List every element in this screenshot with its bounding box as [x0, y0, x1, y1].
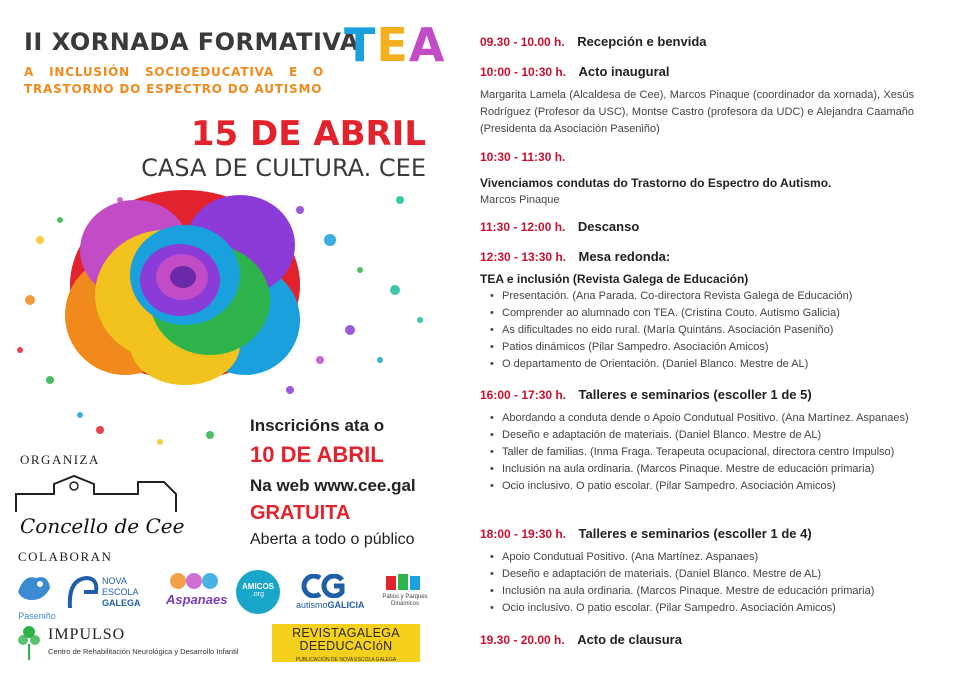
- list-item: • Inclusión na aula ordinaria. (Marcos Pinaque. Mestre de educación primaria): [480, 583, 936, 600]
- schedule-speaker: Marcos Pinaque: [480, 194, 560, 206]
- schedule-item-closing: [480, 631, 940, 649]
- round-table-list: [480, 288, 940, 373]
- schedule-title: Acto de clausura: [577, 632, 682, 647]
- schedule-subtitle: TEA e inclusión (Revista Galega de Educación): [480, 272, 749, 286]
- schedule-item-break: [480, 218, 940, 236]
- list-item: • Ocio inclusivo. O patio escolar. (Pilar Sampedro. Asociación Amicos): [480, 600, 936, 617]
- patios-parques-logo: [378, 572, 432, 612]
- impulso-subtitle: Centro de Rehabilitación Neurológica y Desarrollo Infantil: [48, 647, 239, 656]
- schedule-time: 19.30 - 20.00 h.: [480, 633, 565, 647]
- list-item: • As dificultades no eido rural. (María Quintáns. Asociación Paseniño): [480, 322, 936, 339]
- list-item: • Inclusión na aula ordinaria. (Marcos Pinaque. Mestre de educación primaria): [480, 461, 936, 478]
- workshops-1-list: [480, 410, 940, 495]
- list-item: • Abordando a conduta dende o Apoio Condutual Positivo. (Ana Martínez. Aspanaes): [480, 410, 936, 427]
- nova-escola-text: [102, 576, 141, 609]
- schedule-time: 10:30 - 11:30 h.: [480, 150, 566, 164]
- tea-letter-t: T: [344, 18, 377, 72]
- list-item: • Comprender ao alumnado con TEA. (Cristina Couto. Autismo Galicia): [480, 305, 936, 322]
- schedule-title: Recepción e benvida: [577, 34, 707, 49]
- aspanaes-text: Aspanaes: [166, 592, 228, 607]
- amicos-org: .org: [251, 591, 265, 598]
- schedule-item-workshops-1: [480, 386, 940, 495]
- concello-logo-text: Concello de Cee: [20, 514, 185, 538]
- list-item: • Deseño e adaptación de materiais. (Daniel Blanco. Mestre de AL): [480, 566, 936, 583]
- galicia-word: GALICIA: [327, 600, 365, 610]
- autismo-galicia-text: [296, 600, 365, 610]
- nova-escola-icon: [66, 574, 100, 612]
- schedule-time: 16:00 - 17:30 h.: [480, 388, 567, 402]
- patios-parques-icon: [384, 572, 424, 594]
- registration-info: [250, 416, 460, 549]
- patios-parques-text: Patios y Parques Dinámicos: [382, 594, 428, 607]
- paseninho-logo: [14, 570, 60, 621]
- schedule-title: Acto inaugural: [578, 64, 670, 79]
- organiza-label: ORGANIZA: [20, 452, 100, 467]
- schedule-time: 18:00 - 19:30 h.: [480, 527, 567, 541]
- poster-left: [0, 0, 470, 678]
- autismo-galicia-logo: [294, 574, 374, 614]
- amicos-text: AMICOS: [242, 582, 274, 591]
- schedule-title: Talleres e seminarios (escoller 1 de 4): [578, 526, 812, 541]
- schedule-title: Talleres e seminarios (escoller 1 de 5): [578, 387, 812, 402]
- revista-subtitle: PUBLICACIÓN DE NOVA ESCOLA GALEGA: [295, 657, 397, 663]
- schedule-title: Descanso: [577, 219, 640, 234]
- schedule-time: 09.30 - 10.00 h.: [480, 35, 565, 49]
- nova-escola-galega-logo: [66, 574, 156, 614]
- impulso-tree-icon: [16, 622, 42, 662]
- schedule-item-reception: [480, 33, 940, 51]
- list-item: • Ocio inclusivo. O patio escolar. (Pilar Sampedro. Asociación Amicos): [480, 478, 936, 495]
- schedule-title: Vivenciamos condutas do Trastorno do Espectro do Autismo.: [480, 176, 832, 190]
- list-item: • Apoio Condutual Positivo. (Ana Martínez. Aspanaes): [480, 549, 936, 566]
- schedule-item-inaugural: [480, 63, 940, 138]
- schedule-item-round-table: [480, 248, 940, 373]
- schedule-time: 12:30 - 13:30 h.: [480, 250, 567, 264]
- nova-escola-line3: GALEGA: [102, 598, 141, 608]
- amicos-logo: [236, 570, 280, 614]
- paseninho-icon: [14, 570, 54, 606]
- nova-escola-line2: ESCOLA: [102, 587, 139, 597]
- schedule-time: 11:30 - 12:00 h.: [480, 220, 566, 234]
- event-title: II XORNADA FORMATIVA: [24, 28, 359, 56]
- aspanaes-logo: [158, 570, 232, 610]
- event-subtitle: A INCLUSIÓN SOCIOEDUCATIVA E O TRASTORNO DO ESPECTRO DO AUTISMO: [24, 65, 324, 96]
- autismo-galicia-icon: [300, 574, 348, 598]
- colaboran-label: COLABORAN: [18, 549, 113, 564]
- registration-web[interactable]: Na web www.cee.gal: [250, 476, 416, 495]
- registration-free: GRATUITA: [250, 502, 351, 524]
- rainbow-rose-illustration: [0, 180, 470, 450]
- paseninho-label: Paseniño: [18, 611, 56, 621]
- list-item: • Deseño e adaptación de materiais. (Daniel Blanco. Mestre de AL): [480, 427, 936, 444]
- schedule-time: 10:00 - 10:30 h.: [480, 65, 567, 79]
- nova-escola-line1: NOVA: [102, 576, 127, 586]
- tea-logo: [344, 18, 445, 72]
- revista-line2: DEEDUCACIóN: [299, 639, 393, 653]
- list-item: • Patios dinámicos (Pilar Sampedro. Asociación Amicos): [480, 339, 936, 356]
- schedule-item-workshops-2: [480, 525, 940, 617]
- list-item: • Presentación. (Ana Parada. Co-directora Revista Galega de Educación): [480, 288, 936, 305]
- schedule-title: Mesa redonda:: [578, 249, 671, 264]
- registration-deadline: 10 DE ABRIL: [250, 442, 384, 467]
- impulso-logo-text: IMPULSO: [48, 626, 126, 643]
- tea-letter-e: E: [376, 18, 409, 72]
- autismo-word: autismo: [296, 600, 328, 610]
- registration-line: Inscricións ata o: [250, 416, 385, 435]
- list-item: • O departamento de Orientación. (Daniel Blanco. Mestre de AL): [480, 356, 936, 373]
- workshops-2-list: [480, 549, 940, 617]
- schedule-item-vivenciamos: [480, 148, 940, 206]
- tea-letter-a: A: [408, 18, 446, 72]
- event-date: 15 DE ABRIL: [190, 114, 426, 154]
- event-venue: CASA DE CULTURA. CEE: [141, 154, 426, 182]
- registration-open: Aberta a todo o público: [250, 531, 415, 548]
- revista-line1: REVISTAGALEGA: [292, 626, 400, 640]
- list-item: • Taller de familias. (Inma Fraga. Terapeuta ocupacional, directora centro Impulso): [480, 444, 936, 461]
- revista-galega-logo: [272, 624, 420, 662]
- aspanaes-icon: [166, 570, 226, 592]
- schedule-description: Margarita Lamela (Alcaldesa de Cee), Marcos Pinaque (coordinador da xornada), Xesús Rodríguez (Profesor da USC), Montse Castro (profesora da UDC) e Alejandra Caamaño (Presidenta da Asociación Paseniño): [480, 89, 914, 135]
